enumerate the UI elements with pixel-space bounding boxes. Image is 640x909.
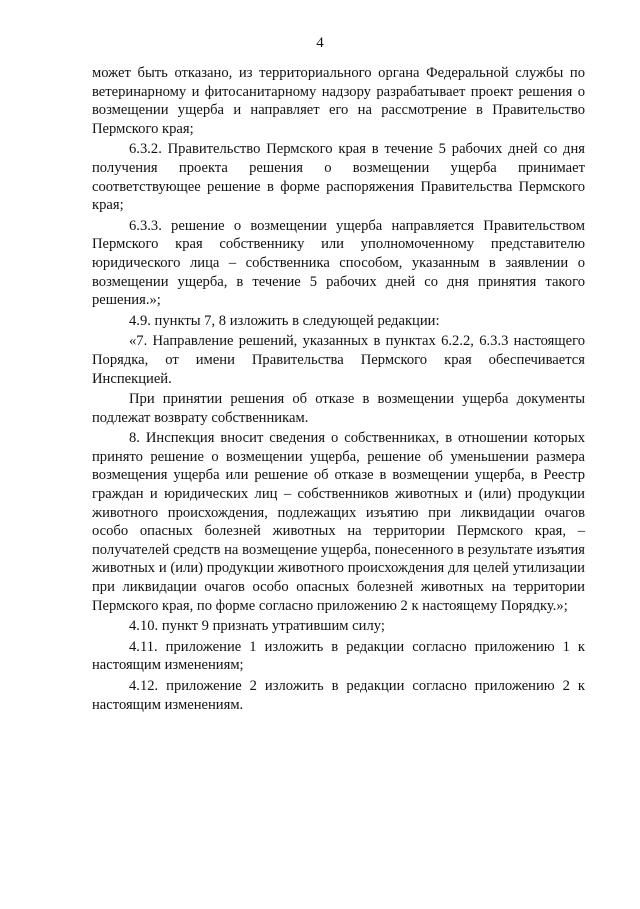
paragraph-4-9: 4.9. пункты 7, 8 изложить в следующей редакции: [129, 312, 440, 329]
paragraph-item-7: «7. Направление решений, указанных в пунктах 6.2.2, 6.3.3 настоящего Порядка, от имени Правительства Пермского края обеспечивается Инспекцией. [92, 333, 585, 387]
paragraph-item-8: 8. Инспекция вносит сведения о собственниках, в отношении которых принято решение о возмещении ущерба, решение об уменьшении размера возмещения ущерба или решение об отказе в возмещении ущерба, в Реестр граждан и юридических лиц – собственников животных и (или) продукции животного происхождения, подлежащих изъятию при ликвидации очагов особо опасных болезней животных на территории Пермского края, – получателей средств на возмещение ущерба, понесенного в результате изъятия животных и (или) продукции животного происхождения для целей утилизации при ликвидации очагов особо опасных болезней животных на территории Пермского края, по форме согласно приложению 2 к настоящему Порядку.»; [92, 430, 585, 614]
page-number: 4 [316, 35, 324, 51]
paragraph-4-10: 4.10. пункт 9 признать утратившим силу; [129, 618, 385, 635]
paragraph-4-12: 4.12. приложение 2 изложить в редакции согласно приложению 2 к настоящим изменениям. [92, 678, 585, 713]
paragraph-refusal-return: При принятии решения об отказе в возмещении ущерба документы подлежат возврату собственникам. [92, 391, 585, 426]
paragraph-4-11: 4.11. приложение 1 изложить в редакции согласно приложению 1 к настоящим изменениям; [92, 638, 585, 674]
paragraph-continuation: может быть отказано, из территориального органа Федеральной службы по ветеринарному и фитосанитарному надзору разрабатывает проект решения о возмещении ущерба и направляет его на рассмотрение в Правительство Пермского края; [92, 65, 585, 137]
paragraph-6-3-2: 6.3.2. Правительство Пермского края в течение 5 рабочих дней со дня получения проекта решения о возмещении ущерба принимает соответствующее решение в форме распоряжения Правительства Пермского края; [92, 141, 585, 214]
document-body [92, 64, 585, 714]
paragraph-6-3-3: 6.3.3. решение о возмещении ущерба направляется Правительством Пермского края собственнику или уполномоченному представителю юридического лица – собственника способом, указанным в заявлении о возмещении ущерба, в течение 5 рабочих дней со дня принятия такого решения.»; [92, 217, 585, 309]
